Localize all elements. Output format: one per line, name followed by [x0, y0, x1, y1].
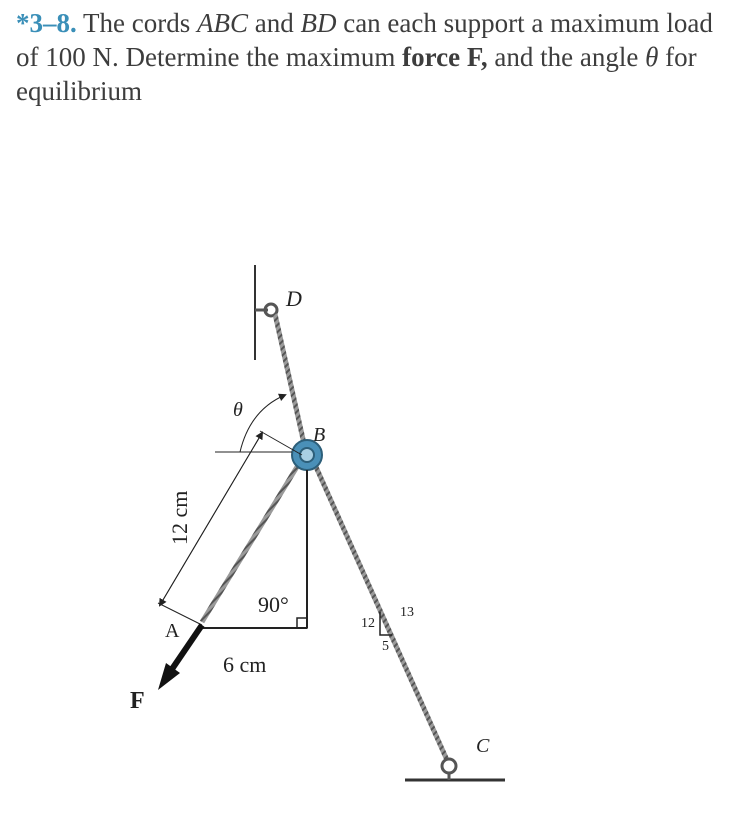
load-unit: N — [92, 42, 112, 72]
label-b: B — [313, 424, 326, 446]
label-d: D — [286, 286, 302, 311]
theta-arc — [240, 395, 285, 452]
slope-12-label: 12 — [361, 616, 375, 631]
theta-symbol: θ — [645, 42, 659, 72]
slope-5-label: 5 — [382, 639, 389, 654]
label-f: F — [130, 688, 145, 714]
angle-90-label: 90° — [258, 592, 289, 617]
cord-bd-label: BD — [300, 8, 337, 38]
right-angle-mark — [297, 618, 307, 628]
force-word: force F, — [402, 42, 488, 72]
cord-abc-label: ABC — [196, 8, 248, 38]
label-theta: θ — [233, 399, 243, 421]
label-a: A — [165, 620, 180, 642]
ring-c — [442, 759, 456, 773]
label-c: C — [476, 735, 490, 757]
problem-text-3: can each support a maximum load of — [16, 8, 713, 72]
problem-text-6: for equilibrium — [16, 42, 697, 106]
problem-number: *3–8. — [16, 8, 77, 38]
pulley-b-hub — [300, 448, 314, 462]
problem-text-1: The cords — [83, 8, 191, 38]
dim-ab-label: 12 cm — [167, 490, 192, 545]
dim-horizontal-label: 6 cm — [223, 652, 267, 677]
problem-text-2: and — [254, 8, 294, 38]
cord-bd — [275, 314, 305, 448]
problem-text-4: . Determine the maximum — [112, 42, 396, 72]
cord-bc — [312, 458, 447, 760]
dim-ab-ext-b — [260, 431, 302, 455]
load-value: 100 — [45, 42, 86, 72]
slope-13-label: 13 — [400, 605, 414, 620]
problem-text-5: and the angle — [494, 42, 639, 72]
